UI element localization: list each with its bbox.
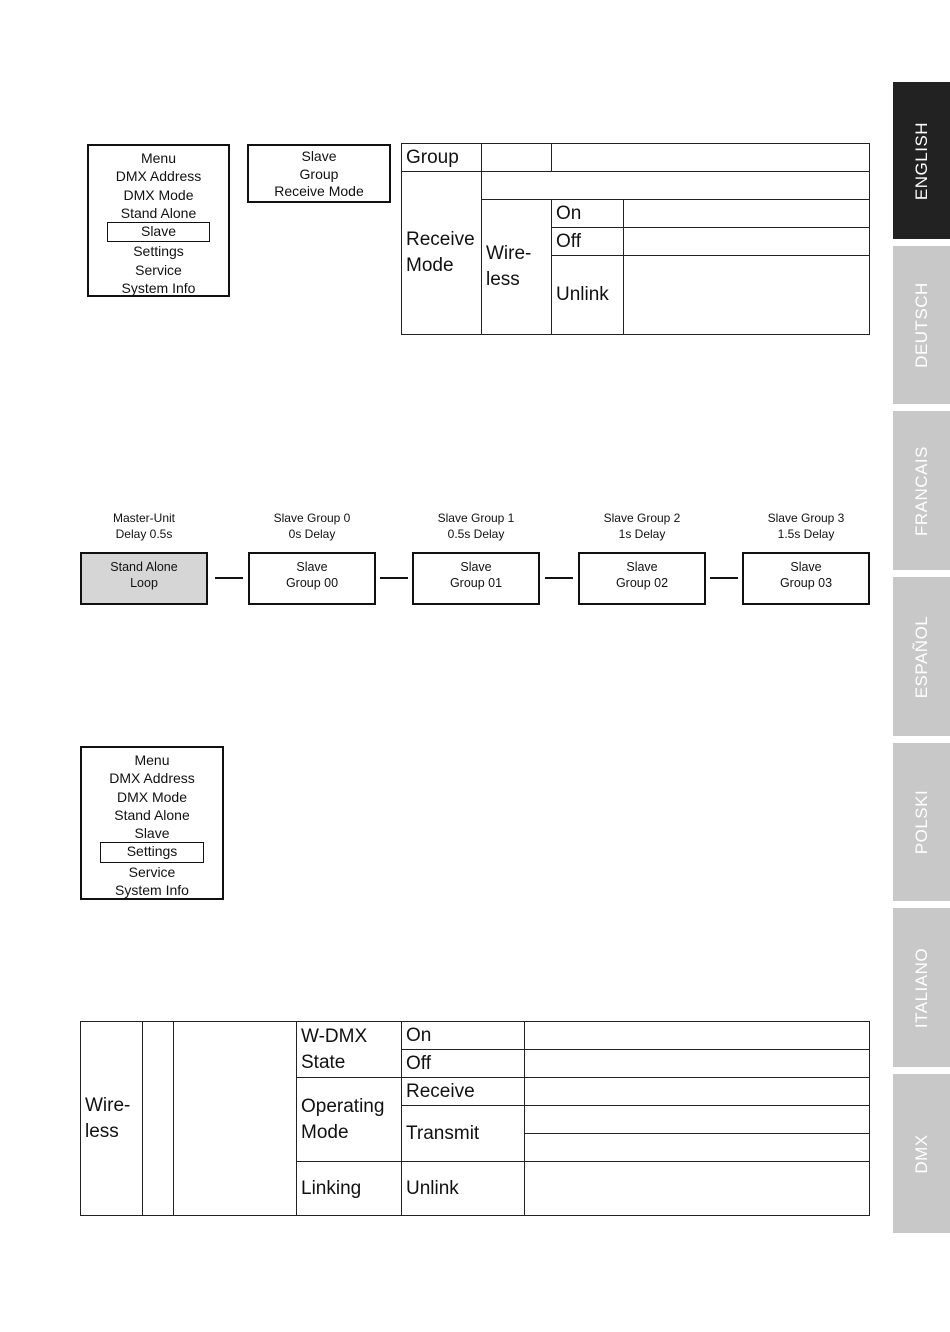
receive-label: Receive bbox=[402, 1078, 525, 1106]
slave-group-02-box bbox=[578, 552, 706, 605]
slave-group-00-box bbox=[248, 552, 376, 605]
chain-box-line: Group 01 bbox=[449, 576, 503, 590]
tab-dmx[interactable] bbox=[893, 1074, 950, 1233]
connector-line bbox=[710, 577, 738, 579]
menu-item: System Info bbox=[121, 280, 196, 297]
cell-empty bbox=[525, 1078, 870, 1106]
chain-box-line: Slave bbox=[296, 560, 328, 574]
menu-item: DMX Address bbox=[109, 770, 195, 787]
chain-box-line: Loop bbox=[130, 576, 158, 590]
wireless-label: Wire- less bbox=[81, 1022, 143, 1216]
cell-empty bbox=[525, 1134, 870, 1162]
menu-item: Menu bbox=[140, 150, 177, 166]
operating-mode-label: Operating Mode bbox=[297, 1078, 402, 1162]
chain-box-line: Slave bbox=[460, 560, 492, 574]
menu-item: Menu bbox=[134, 752, 170, 768]
menu-item: DMX Address bbox=[115, 168, 202, 185]
cell-empty bbox=[482, 172, 870, 200]
cell-empty bbox=[525, 1106, 870, 1134]
menu-item: Stand Alone bbox=[120, 204, 197, 221]
chain-label-line: 0s Delay bbox=[288, 527, 336, 541]
chain-box-line: Group 03 bbox=[779, 576, 833, 590]
chain-label-line: 1.5s Delay bbox=[777, 527, 835, 541]
slave-settings-table bbox=[401, 143, 870, 335]
submenu-item: Receive Mode bbox=[274, 183, 364, 199]
tab-label: ENGLISH bbox=[911, 121, 931, 200]
menu-item: DMX Mode bbox=[116, 788, 188, 805]
cell-empty bbox=[624, 228, 870, 256]
chain-label-line: 0.5s Delay bbox=[447, 527, 505, 541]
tab-label: POLSKI bbox=[911, 789, 931, 855]
tab-english[interactable] bbox=[893, 82, 950, 239]
on-label: On bbox=[552, 200, 624, 228]
tab-espanol[interactable] bbox=[893, 577, 950, 736]
tab-label: ITALIANO bbox=[911, 947, 931, 1028]
cell-empty bbox=[525, 1162, 870, 1216]
transmit-label: Transmit bbox=[402, 1106, 525, 1162]
slave-submenu bbox=[247, 144, 391, 203]
cell-empty bbox=[552, 144, 870, 172]
chain-label-line: Slave Group 3 bbox=[767, 511, 845, 525]
cell-empty bbox=[525, 1050, 870, 1078]
connector-line bbox=[380, 577, 408, 579]
connector-line bbox=[545, 577, 573, 579]
submenu-item: Slave bbox=[301, 148, 337, 164]
menu-item: System Info bbox=[115, 882, 189, 899]
on-label: On bbox=[402, 1022, 525, 1050]
menu-item-selected: Settings bbox=[100, 842, 204, 862]
tab-label: FRANCAIS bbox=[911, 445, 931, 536]
chain-box-line: Group 02 bbox=[615, 576, 669, 590]
cell-empty bbox=[174, 1022, 297, 1216]
slave-group-01-box bbox=[412, 552, 540, 605]
chain-label-group1 bbox=[412, 510, 540, 542]
menu-item: Slave bbox=[134, 825, 170, 842]
wireless-label: Wire- less bbox=[482, 200, 552, 335]
wdmx-state-label: W-DMX State bbox=[297, 1022, 402, 1078]
tab-francais[interactable] bbox=[893, 411, 950, 570]
chain-label-line: Slave Group 0 bbox=[273, 511, 351, 525]
chain-box-line: Slave bbox=[790, 560, 822, 574]
chain-label-line: Delay 0.5s bbox=[115, 527, 173, 541]
group-label: Group bbox=[402, 144, 482, 172]
off-label: Off bbox=[402, 1050, 525, 1078]
connector-line bbox=[215, 577, 243, 579]
chain-label-line: Slave Group 2 bbox=[603, 511, 681, 525]
menu-item: Settings bbox=[133, 243, 184, 260]
submenu-item: Group bbox=[299, 165, 339, 182]
menu-item: Stand Alone bbox=[114, 806, 190, 823]
cell-empty bbox=[482, 144, 552, 172]
cell-empty bbox=[624, 256, 870, 335]
chain-label-master bbox=[80, 510, 208, 542]
chain-label-group2 bbox=[578, 510, 706, 542]
cell-empty bbox=[525, 1022, 870, 1050]
menu-item: Service bbox=[135, 261, 182, 278]
master-unit-box bbox=[80, 552, 208, 605]
wireless-settings-table bbox=[80, 1021, 870, 1216]
chain-label-group0 bbox=[248, 510, 376, 542]
receive-mode-label: Receive Mode bbox=[402, 172, 482, 335]
menu-item: DMX Mode bbox=[123, 186, 194, 203]
linking-label: Linking bbox=[297, 1162, 402, 1216]
cell-empty bbox=[143, 1022, 174, 1216]
unlink-label: Unlink bbox=[552, 256, 624, 335]
chain-label-line: Slave Group 1 bbox=[437, 511, 515, 525]
menu-item-selected: Slave bbox=[107, 222, 210, 242]
tab-deutsch[interactable] bbox=[893, 246, 950, 404]
main-menu-settings-selected bbox=[80, 746, 224, 900]
main-menu-slave-selected bbox=[87, 144, 230, 297]
chain-box-line: Group 00 bbox=[285, 576, 339, 590]
chain-box-line: Slave bbox=[626, 560, 658, 574]
menu-item: Service bbox=[128, 863, 176, 880]
chain-label-line: 1s Delay bbox=[618, 527, 666, 541]
cell-empty bbox=[624, 200, 870, 228]
tab-italiano[interactable] bbox=[893, 908, 950, 1067]
tab-label: ESPAÑOL bbox=[911, 615, 931, 698]
tab-label: DMX bbox=[911, 1133, 931, 1174]
unlink-label: Unlink bbox=[402, 1162, 525, 1216]
tab-label: DEUTSCH bbox=[911, 282, 931, 368]
chain-label-group3 bbox=[742, 510, 870, 542]
slave-group-03-box bbox=[742, 552, 870, 605]
chain-label-line: Master-Unit bbox=[112, 511, 175, 525]
tab-polski[interactable] bbox=[893, 743, 950, 901]
off-label: Off bbox=[552, 228, 624, 256]
chain-box-line: Stand Alone bbox=[110, 560, 178, 574]
